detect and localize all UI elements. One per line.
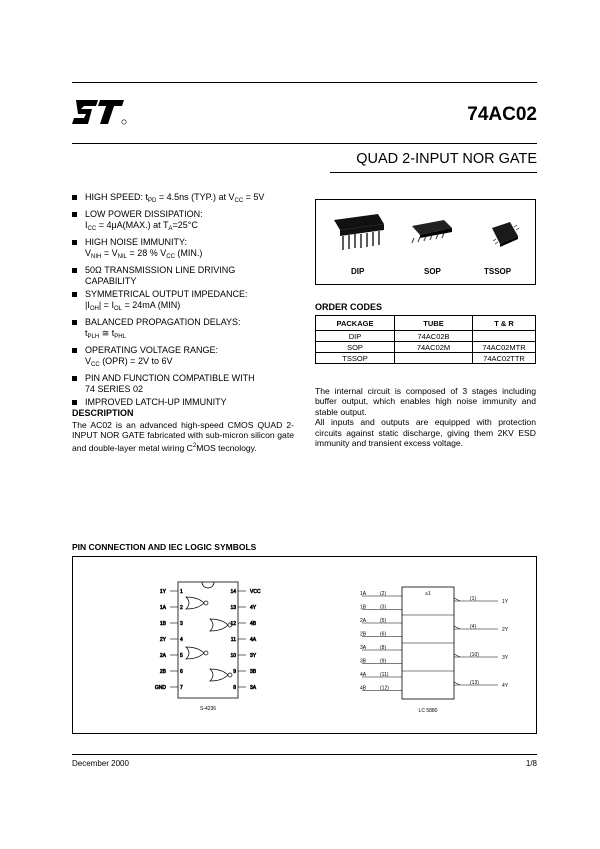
dip-package-image — [328, 210, 388, 255]
pin-section-title: PIN CONNECTION AND IEC LOGIC SYMBOLS — [72, 542, 257, 552]
iec-output-pin: (4) — [470, 624, 477, 630]
pin-label-left: 1A — [159, 605, 166, 611]
pin-number-left: 6 — [180, 669, 183, 675]
iec-input-pin: (5) — [380, 618, 387, 624]
pin-number-right: 8 — [233, 685, 236, 691]
pin-label-right: 3Y — [250, 653, 257, 659]
pin-label-left: 2Y — [159, 637, 166, 643]
table-row: TSSOP 74AC02TTR — [316, 353, 536, 364]
feature-latchup: IMPROVED LATCH-UP IMMUNITY — [72, 397, 300, 408]
order-header-tube: TUBE — [395, 316, 473, 331]
iec-input-label: 3B — [360, 658, 367, 665]
feature-power: LOW POWER DISSIPATION: $I_{CC} = 4\mu A(MAX.)$ at $T_A=25^\circ C$ — [72, 209, 300, 235]
feature-compatible: PIN AND FUNCTION COMPATIBLE WITH 74 SERIES 02 — [72, 373, 300, 395]
pin-label-right: 3A — [250, 685, 257, 691]
iec-negation-mark — [454, 598, 460, 601]
sop-label: SOP — [424, 267, 441, 276]
page-subtitle: QUAD 2-INPUT NOR GATE — [356, 151, 537, 167]
pin-label-left: 2B — [159, 669, 166, 675]
pin-label-right: VCC — [250, 589, 261, 595]
page-number: 1/8 — [525, 759, 537, 768]
footer-date: December 2000 — [72, 759, 129, 768]
iec-input-label: 1B — [360, 604, 367, 611]
pin-label-left: 1B — [159, 621, 166, 627]
pin-connection-diagram — [148, 577, 278, 717]
pin-label-right: 3B — [250, 669, 257, 675]
iec-output-label: 4Y — [502, 683, 509, 689]
order-header-tr: T & R — [473, 316, 536, 331]
pin-number-left: 4 — [180, 637, 183, 643]
iec-negation-mark — [454, 682, 460, 685]
feature-delays: BALANCED PROPAGATION DELAYS: $t_{PLH}$ ≅ $t_{PHL}$ — [72, 317, 300, 343]
table-row: DIP 74AC02B — [316, 331, 536, 342]
feature-transmission: 50Ω TRANSMISSION LINE DRIVING CAPABILITY — [72, 265, 300, 287]
pin-number-left: 2 — [180, 605, 183, 611]
pin-label-left: GND — [154, 685, 166, 691]
iec-input-pin: (2) — [380, 591, 387, 597]
order-header-package: PACKAGE — [316, 316, 395, 331]
pin-label-right: 4Y — [250, 605, 257, 611]
pin-number-left: 3 — [180, 621, 183, 627]
iec-input-pin: (12) — [380, 685, 389, 692]
package-box — [315, 199, 536, 285]
iec-input-label: 4A — [360, 672, 367, 678]
table-row: SOP 74AC02M 74AC02MTR — [316, 342, 536, 353]
pin-number-right: 10 — [230, 653, 236, 659]
feature-noise: HIGH NOISE IMMUNITY: $V_{NIH} = V_{NIL} = 28$ % $V_{CC}$ (MIN.) — [72, 237, 300, 263]
footer-rule — [72, 754, 537, 755]
tssop-package-image — [488, 218, 522, 252]
pin-number-left: 1 — [180, 589, 183, 595]
feature-voltage: OPERATING VOLTAGE RANGE: $V_{CC}$ (OPR) = 2V to 6V — [72, 345, 300, 371]
iec-input-label: 1A — [360, 591, 367, 597]
iec-input-label: 3A — [360, 645, 367, 651]
pin-label-left: 1Y — [159, 589, 166, 595]
iec-output-pin: (1) — [470, 596, 477, 602]
part-number: 74AC02 — [467, 104, 537, 125]
pin-label-right: 4B — [250, 621, 257, 627]
iec-input-label: 2B — [360, 631, 367, 638]
description-title: DESCRIPTION — [72, 408, 134, 418]
description-text: The AC02 is an advanced high-speed CMOS QUAD 2-INPUT NOR GATE fabricated with sub-micron silicon gate and double-layer metal wiring $C^2MOS$ tecnology. — [72, 420, 294, 453]
order-codes-table — [315, 315, 536, 364]
pin-number-left: 7 — [180, 685, 183, 691]
top-rule — [72, 82, 537, 83]
feature-list — [72, 192, 300, 410]
iec-output-label: 3Y — [502, 655, 509, 661]
feature-speed: HIGH SPEED: $t_{PD} = 4.5ns$ (TYP.) at $V_{CC} = 5V$ — [72, 192, 300, 207]
iec-output-label: 2Y — [502, 627, 509, 633]
pin-number-right: 13 — [230, 605, 236, 611]
iec-input-pin: (6) — [380, 631, 387, 638]
feature-impedance: SYMMETRICAL OUTPUT IMPEDANCE: $|I_{OH}| = I_{OL} = 24mA$ (MIN) — [72, 289, 300, 315]
iec-input-pin: (9) — [380, 658, 387, 665]
dip-label: DIP — [351, 267, 365, 276]
pin-number-right: 14 — [230, 589, 236, 595]
chip-caption: S-4236 — [199, 706, 217, 712]
pin-label-left: 2A — [159, 653, 166, 659]
pin-label-right: 4A — [250, 637, 257, 643]
header-rule — [72, 143, 537, 144]
iec-input-label: 2A — [360, 618, 367, 624]
order-codes-title: ORDER CODES — [315, 302, 383, 312]
iec-caption: LC 5880 — [418, 708, 438, 714]
iec-input-pin: (11) — [380, 672, 389, 678]
iec-input-label: 4B — [360, 685, 367, 692]
iec-output-pin: (13) — [470, 680, 479, 686]
subtitle-rule — [330, 172, 537, 173]
pin-diagram-box — [72, 556, 537, 734]
iec-output-label: 1Y — [502, 599, 509, 605]
tssop-label: TSSOP — [484, 267, 512, 276]
iec-output-pin: (10) — [470, 652, 479, 658]
pin-number-right: 11 — [230, 637, 236, 643]
iec-logic-symbol — [358, 579, 528, 719]
sop-package-image — [408, 216, 456, 248]
iec-symbol: ≥1 — [425, 591, 431, 597]
st-logo — [72, 96, 128, 128]
pin-number-right: 9 — [233, 669, 236, 675]
iec-negation-mark — [454, 654, 460, 657]
internal-circuit-text: The internal circuit is composed of 3 stages including buffer output, which enables high noise immunity and stable output. All inputs and outputs are equipped with protection circuits against static discharge, giving them 2KV ESD immunity and transient excess voltage. — [315, 386, 536, 449]
pin-number-right: 12 — [230, 621, 236, 627]
iec-negation-mark — [454, 626, 460, 629]
iec-input-pin: (3) — [380, 604, 387, 611]
iec-input-pin: (8) — [380, 645, 387, 651]
pin-number-left: 5 — [180, 653, 183, 659]
